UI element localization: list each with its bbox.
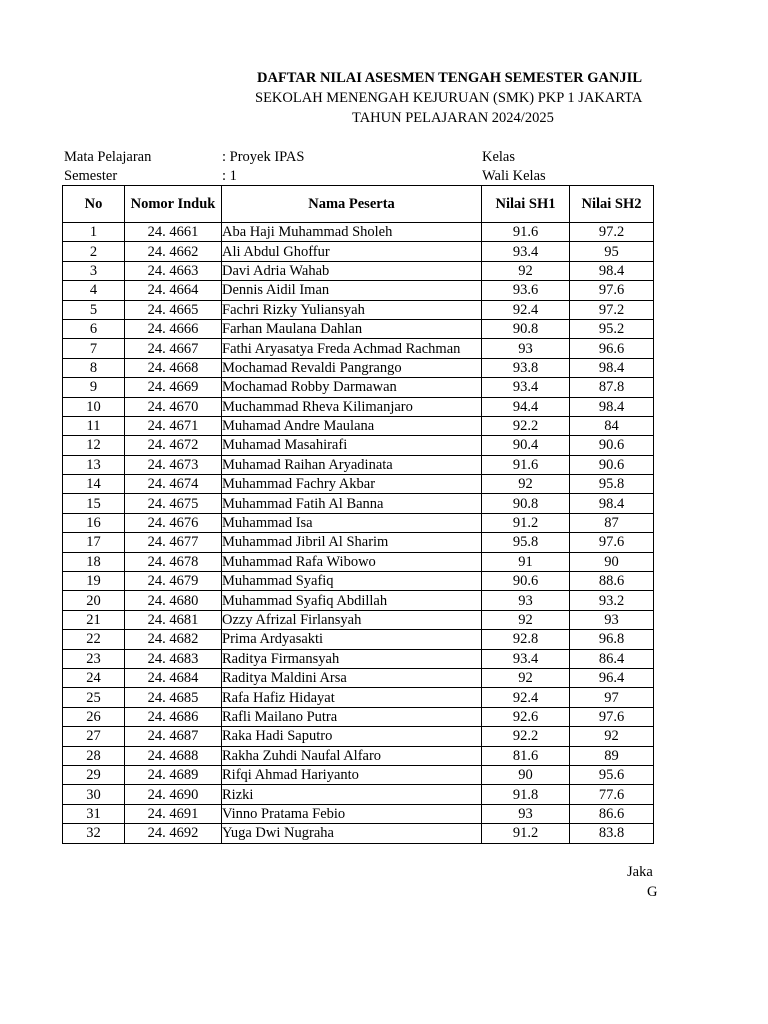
semester-label: Semester <box>64 168 118 184</box>
table-row <box>63 223 654 242</box>
cell-student-name: Mochamad Revaldi Pangrango <box>222 358 482 377</box>
table-row <box>63 378 654 397</box>
cell-score-sh1: 90.8 <box>482 494 570 513</box>
cell-score-sh2: 95.6 <box>570 765 654 784</box>
cell-student-name: Davi Adria Wahab <box>222 261 482 280</box>
cell-student-name: Muhammad Fatih Al Banna <box>222 494 482 513</box>
table-row <box>63 339 654 358</box>
table-row <box>63 746 654 765</box>
cell-no: 32 <box>63 824 125 843</box>
signature-role: G <box>647 884 658 900</box>
table-row <box>63 261 654 280</box>
cell-score-sh2: 87.8 <box>570 378 654 397</box>
cell-student-id: 24. 4666 <box>125 319 222 338</box>
cell-student-name: Aba Haji Muhammad Sholeh <box>222 223 482 242</box>
cell-student-id: 24. 4661 <box>125 223 222 242</box>
cell-no: 3 <box>63 261 125 280</box>
subject-value: : Proyek IPAS <box>222 149 305 165</box>
cell-score-sh1: 93.4 <box>482 242 570 261</box>
table-row <box>63 572 654 591</box>
academic-year: TAHUN PELAJARAN 2024/2025 <box>352 110 554 126</box>
table-row <box>63 397 654 416</box>
cell-student-id: 24. 4669 <box>125 378 222 397</box>
cell-no: 28 <box>63 746 125 765</box>
cell-student-name: Muhammad Jibril Al Sharim <box>222 533 482 552</box>
cell-student-name: Fachri Rizky Yuliansyah <box>222 300 482 319</box>
cell-student-id: 24. 4673 <box>125 455 222 474</box>
cell-score-sh2: 95 <box>570 242 654 261</box>
cell-no: 11 <box>63 416 125 435</box>
cell-score-sh2: 93 <box>570 610 654 629</box>
cell-student-id: 24. 4686 <box>125 707 222 726</box>
cell-no: 2 <box>63 242 125 261</box>
cell-score-sh1: 91 <box>482 552 570 571</box>
cell-student-name: Vinno Pratama Febio <box>222 804 482 823</box>
table-row <box>63 688 654 707</box>
cell-student-id: 24. 4676 <box>125 513 222 532</box>
table-row <box>63 455 654 474</box>
cell-student-id: 24. 4663 <box>125 261 222 280</box>
cell-student-id: 24. 4677 <box>125 533 222 552</box>
cell-score-sh2: 89 <box>570 746 654 765</box>
cell-score-sh1: 91.2 <box>482 824 570 843</box>
cell-student-name: Muhamad Raihan Aryadinata <box>222 455 482 474</box>
subject-label: Mata Pelajaran <box>64 149 152 165</box>
cell-score-sh1: 90.8 <box>482 319 570 338</box>
cell-score-sh1: 93.4 <box>482 649 570 668</box>
table-row <box>63 727 654 746</box>
cell-no: 29 <box>63 765 125 784</box>
table-row <box>63 319 654 338</box>
cell-score-sh1: 93.6 <box>482 281 570 300</box>
table-row <box>63 416 654 435</box>
cell-no: 24 <box>63 668 125 687</box>
cell-student-id: 24. 4689 <box>125 765 222 784</box>
cell-score-sh1: 92 <box>482 668 570 687</box>
cell-score-sh2: 87 <box>570 513 654 532</box>
cell-no: 14 <box>63 475 125 494</box>
cell-student-name: Farhan Maulana Dahlan <box>222 319 482 338</box>
table-row <box>63 533 654 552</box>
cell-student-name: Ozzy Afrizal Firlansyah <box>222 610 482 629</box>
cell-no: 16 <box>63 513 125 532</box>
cell-score-sh1: 93 <box>482 804 570 823</box>
cell-score-sh2: 83.8 <box>570 824 654 843</box>
cell-score-sh1: 94.4 <box>482 397 570 416</box>
cell-no: 10 <box>63 397 125 416</box>
cell-score-sh2: 97.6 <box>570 707 654 726</box>
cell-student-id: 24. 4672 <box>125 436 222 455</box>
cell-score-sh1: 91.6 <box>482 223 570 242</box>
cell-score-sh1: 92 <box>482 261 570 280</box>
cell-no: 13 <box>63 455 125 474</box>
document-title: DAFTAR NILAI ASESMEN TENGAH SEMESTER GANJIL <box>257 70 643 86</box>
table-row <box>63 824 654 843</box>
cell-student-id: 24. 4687 <box>125 727 222 746</box>
cell-student-id: 24. 4690 <box>125 785 222 804</box>
cell-score-sh2: 77.6 <box>570 785 654 804</box>
cell-student-name: Ali Abdul Ghoffur <box>222 242 482 261</box>
cell-student-id: 24. 4665 <box>125 300 222 319</box>
cell-score-sh2: 98.4 <box>570 358 654 377</box>
table-row <box>63 591 654 610</box>
cell-score-sh1: 81.6 <box>482 746 570 765</box>
cell-score-sh2: 90.6 <box>570 436 654 455</box>
cell-no: 31 <box>63 804 125 823</box>
cell-student-id: 24. 4682 <box>125 630 222 649</box>
cell-student-name: Mochamad Robby Darmawan <box>222 378 482 397</box>
cell-student-name: Raditya Maldini Arsa <box>222 668 482 687</box>
cell-no: 21 <box>63 610 125 629</box>
cell-student-id: 24. 4684 <box>125 668 222 687</box>
grades-table <box>62 185 654 844</box>
cell-no: 6 <box>63 319 125 338</box>
cell-no: 7 <box>63 339 125 358</box>
cell-score-sh2: 88.6 <box>570 572 654 591</box>
cell-score-sh2: 98.4 <box>570 261 654 280</box>
cell-student-name: Muhammad Rafa Wibowo <box>222 552 482 571</box>
cell-score-sh2: 96.6 <box>570 339 654 358</box>
table-row <box>63 707 654 726</box>
cell-score-sh1: 93 <box>482 591 570 610</box>
table-row <box>63 475 654 494</box>
cell-student-id: 24. 4692 <box>125 824 222 843</box>
cell-student-name: Muhammad Fachry Akbar <box>222 475 482 494</box>
cell-student-name: Prima Ardyasakti <box>222 630 482 649</box>
table-row <box>63 436 654 455</box>
cell-student-name: Muhammad Syafiq Abdillah <box>222 591 482 610</box>
cell-score-sh2: 97.2 <box>570 223 654 242</box>
cell-score-sh2: 90.6 <box>570 455 654 474</box>
cell-score-sh1: 90.4 <box>482 436 570 455</box>
cell-score-sh2: 96.8 <box>570 630 654 649</box>
table-row <box>63 649 654 668</box>
cell-student-id: 24. 4679 <box>125 572 222 591</box>
cell-score-sh2: 84 <box>570 416 654 435</box>
cell-no: 1 <box>63 223 125 242</box>
cell-no: 12 <box>63 436 125 455</box>
cell-score-sh2: 97.2 <box>570 300 654 319</box>
table-row <box>63 668 654 687</box>
cell-score-sh2: 97.6 <box>570 533 654 552</box>
cell-score-sh1: 90 <box>482 765 570 784</box>
table-row <box>63 358 654 377</box>
cell-student-name: Raka Hadi Saputro <box>222 727 482 746</box>
table-row <box>63 281 654 300</box>
cell-score-sh1: 92.6 <box>482 707 570 726</box>
cell-no: 26 <box>63 707 125 726</box>
cell-no: 5 <box>63 300 125 319</box>
column-header-sh2: Nilai SH2 <box>570 186 654 223</box>
column-header-name: Nama Peserta <box>222 186 482 223</box>
cell-no: 25 <box>63 688 125 707</box>
cell-score-sh2: 92 <box>570 727 654 746</box>
cell-student-name: Raditya Firmansyah <box>222 649 482 668</box>
homeroom-label: Wali Kelas <box>482 168 546 184</box>
signature-place-date: Jaka <box>627 864 653 880</box>
cell-no: 9 <box>63 378 125 397</box>
cell-no: 30 <box>63 785 125 804</box>
table-row <box>63 804 654 823</box>
cell-no: 4 <box>63 281 125 300</box>
column-header-sh1: Nilai SH1 <box>482 186 570 223</box>
cell-student-name: Yuga Dwi Nugraha <box>222 824 482 843</box>
cell-score-sh1: 92.4 <box>482 688 570 707</box>
cell-score-sh2: 86.6 <box>570 804 654 823</box>
cell-score-sh2: 98.4 <box>570 494 654 513</box>
cell-student-id: 24. 4670 <box>125 397 222 416</box>
table-row <box>63 494 654 513</box>
table-row <box>63 552 654 571</box>
cell-student-name: Muhamad Andre Maulana <box>222 416 482 435</box>
cell-student-name: Fathi Aryasatya Freda Achmad Rachman <box>222 339 482 358</box>
column-header-student-id: Nomor Induk <box>125 186 222 223</box>
table-row <box>63 300 654 319</box>
cell-score-sh1: 95.8 <box>482 533 570 552</box>
table-row <box>63 242 654 261</box>
cell-no: 22 <box>63 630 125 649</box>
cell-student-name: Rifqi Ahmad Hariyanto <box>222 765 482 784</box>
cell-student-id: 24. 4668 <box>125 358 222 377</box>
cell-no: 17 <box>63 533 125 552</box>
cell-student-name: Rafli Mailano Putra <box>222 707 482 726</box>
cell-score-sh2: 90 <box>570 552 654 571</box>
class-label: Kelas <box>482 149 516 165</box>
cell-score-sh2: 96.4 <box>570 668 654 687</box>
cell-student-id: 24. 4688 <box>125 746 222 765</box>
cell-score-sh1: 92.2 <box>482 727 570 746</box>
semester-value: : 1 <box>222 168 237 184</box>
cell-student-id: 24. 4675 <box>125 494 222 513</box>
cell-student-id: 24. 4683 <box>125 649 222 668</box>
cell-score-sh1: 90.6 <box>482 572 570 591</box>
cell-no: 8 <box>63 358 125 377</box>
cell-student-name: Rafa Hafiz Hidayat <box>222 688 482 707</box>
signature-block <box>600 862 658 902</box>
cell-score-sh1: 92.8 <box>482 630 570 649</box>
cell-student-id: 24. 4674 <box>125 475 222 494</box>
cell-student-id: 24. 4680 <box>125 591 222 610</box>
table-row <box>63 765 654 784</box>
cell-score-sh2: 97.6 <box>570 281 654 300</box>
cell-no: 19 <box>63 572 125 591</box>
cell-score-sh2: 86.4 <box>570 649 654 668</box>
cell-student-name: Muhamad Masahirafi <box>222 436 482 455</box>
cell-score-sh1: 92.4 <box>482 300 570 319</box>
cell-no: 18 <box>63 552 125 571</box>
cell-score-sh1: 93.8 <box>482 358 570 377</box>
cell-no: 27 <box>63 727 125 746</box>
table-row <box>63 513 654 532</box>
cell-student-name: Rakha Zuhdi Naufal Alfaro <box>222 746 482 765</box>
table-header-row <box>63 186 654 223</box>
cell-no: 20 <box>63 591 125 610</box>
cell-student-id: 24. 4678 <box>125 552 222 571</box>
cell-score-sh2: 97 <box>570 688 654 707</box>
cell-student-id: 24. 4681 <box>125 610 222 629</box>
cell-student-name: Rizki <box>222 785 482 804</box>
cell-score-sh1: 92.2 <box>482 416 570 435</box>
document-header <box>0 68 768 128</box>
column-header-no: No <box>63 186 125 223</box>
cell-score-sh1: 93.4 <box>482 378 570 397</box>
cell-score-sh1: 91.6 <box>482 455 570 474</box>
cell-score-sh1: 91.8 <box>482 785 570 804</box>
cell-score-sh2: 93.2 <box>570 591 654 610</box>
school-name: SEKOLAH MENENGAH KEJURUAN (SMK) PKP 1 JAKARTA <box>255 90 643 106</box>
cell-no: 23 <box>63 649 125 668</box>
cell-score-sh1: 91.2 <box>482 513 570 532</box>
cell-score-sh1: 93 <box>482 339 570 358</box>
cell-score-sh1: 92 <box>482 610 570 629</box>
cell-no: 15 <box>63 494 125 513</box>
table-row <box>63 630 654 649</box>
cell-student-id: 24. 4685 <box>125 688 222 707</box>
cell-student-id: 24. 4664 <box>125 281 222 300</box>
cell-score-sh2: 95.8 <box>570 475 654 494</box>
cell-score-sh2: 98.4 <box>570 397 654 416</box>
cell-student-id: 24. 4662 <box>125 242 222 261</box>
table-row <box>63 610 654 629</box>
cell-student-id: 24. 4691 <box>125 804 222 823</box>
cell-student-id: 24. 4671 <box>125 416 222 435</box>
cell-student-id: 24. 4667 <box>125 339 222 358</box>
cell-student-name: Muchammad Rheva Kilimanjaro <box>222 397 482 416</box>
cell-student-name: Muhammad Isa <box>222 513 482 532</box>
cell-score-sh1: 92 <box>482 475 570 494</box>
cell-score-sh2: 95.2 <box>570 319 654 338</box>
cell-student-name: Muhammad Syafiq <box>222 572 482 591</box>
table-row <box>63 785 654 804</box>
cell-student-name: Dennis Aidil Iman <box>222 281 482 300</box>
